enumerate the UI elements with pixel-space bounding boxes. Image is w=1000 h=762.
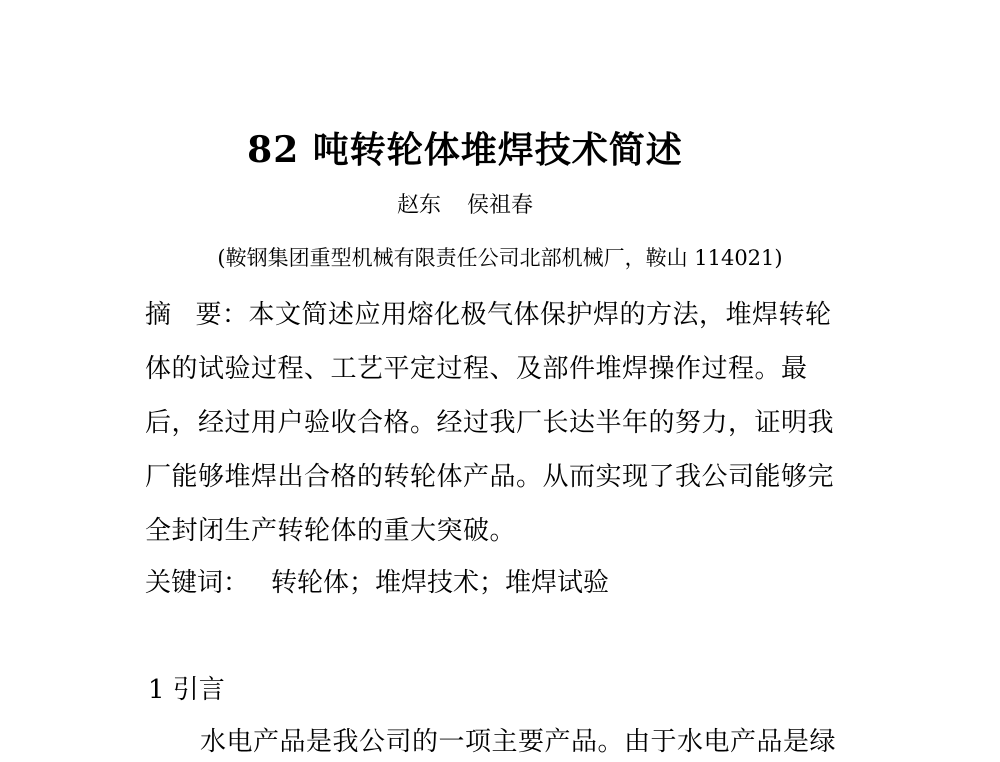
author-name: 侯祖春 — [467, 193, 534, 218]
author-list — [0, 188, 930, 219]
abstract-label: 摘 要： — [145, 300, 249, 330]
paper-title: 82 吨转轮体堆焊技术简述 — [247, 129, 683, 171]
keywords-label: 关键词： — [145, 568, 250, 598]
abstract-text: 本文简述应用熔化极气体保护焊的方法，堆焊转轮体的试验过程、工艺平定过程、及部件堆焊操作过程。最后，经过用户验收合格。经过我厂长达半年的努力，证明我厂能够堆焊出合格的转轮体产品。从而实现了我公司能够完全封闭生产转轮体的重大突破。 — [145, 300, 835, 546]
keywords-line — [145, 556, 855, 610]
body-paragraph: 水电产品是我公司的一项主要产品。由于水电产品是绿 — [200, 727, 837, 757]
author-affiliation: (鞍钢集团重型机械有限责任公司北部机械厂，鞍山 114021) — [217, 246, 783, 270]
section-heading-introduction: 1 引言 — [148, 675, 225, 705]
author-name: 赵东 — [396, 193, 441, 218]
keywords-text: 转轮体；堆焊技术；堆焊试验 — [271, 568, 610, 598]
abstract-block — [145, 288, 855, 558]
